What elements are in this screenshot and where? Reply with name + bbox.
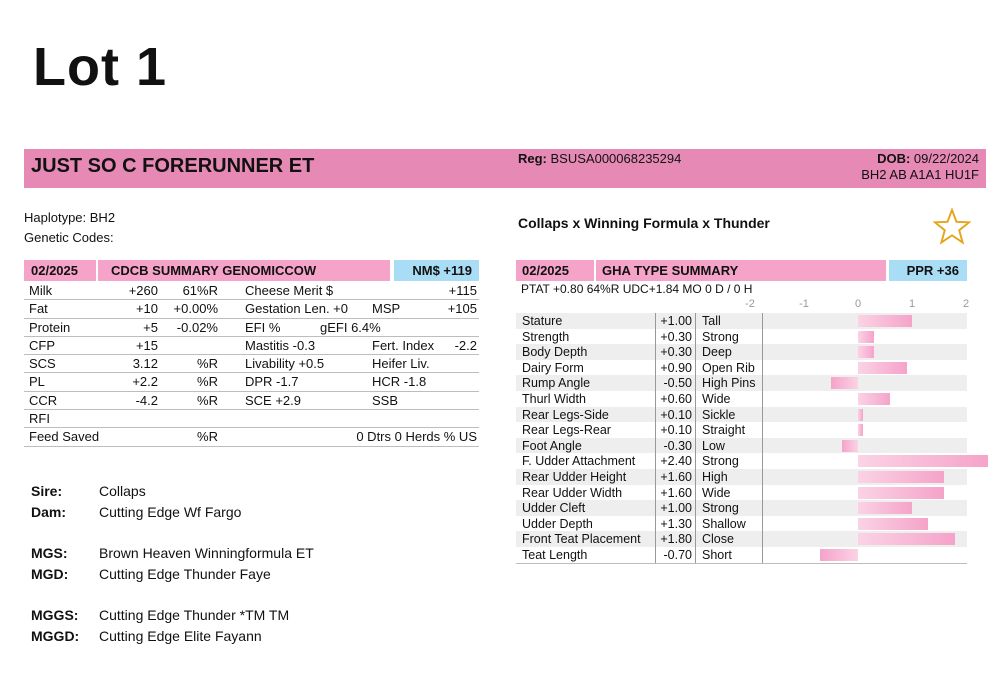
trait-name: Front Teat Placement [522, 532, 641, 547]
trait-bar [858, 502, 912, 514]
cdcb-cell: %R [197, 429, 218, 445]
cdcb-cell: 61%R [182, 283, 218, 298]
trait-value: +0.30 [660, 329, 692, 344]
type-trait-row [516, 329, 967, 345]
trait-desc: Tall [702, 314, 721, 328]
type-trait-row [516, 500, 967, 516]
pedigree-entry [31, 504, 241, 520]
trait-value: -0.70 [663, 547, 692, 562]
trait-desc: Strong [702, 454, 739, 469]
cdcb-row [24, 319, 479, 337]
type-trait-table [516, 297, 970, 563]
cdcb-cell: Heifer Liv. [372, 356, 430, 372]
pedigree-entry [31, 566, 271, 582]
registration [518, 151, 681, 166]
trait-bar [858, 533, 955, 545]
cdcb-cell: +2.2 [132, 374, 158, 390]
cdcb-cell: RFI [29, 411, 50, 427]
cdcb-cell: MSP [372, 301, 401, 317]
trait-name: Dairy Form [522, 360, 584, 375]
divider [516, 563, 967, 564]
pedigree-value: Cutting Edge Wf Fargo [99, 504, 242, 520]
trait-desc: High Pins [702, 376, 756, 391]
cdcb-cell: Cheese Merit $ [245, 283, 334, 298]
cdcb-row [24, 373, 479, 391]
cdcb-cell: %R [197, 374, 218, 390]
trait-bar [858, 471, 944, 483]
trait-name: Teat Length [522, 547, 588, 562]
trait-name: Udder Cleft [522, 501, 586, 516]
trait-name: Thurl Width [522, 391, 586, 406]
pedigree-value: Cutting Edge Thunder *TM TM [99, 607, 290, 623]
cdcb-cell: SCS [29, 356, 56, 372]
ptat-line: PTAT +0.80 64%R UDC+1.84 MO 0 D / 0 H [521, 282, 753, 296]
type-trait-row [516, 547, 967, 563]
cdcb-row [24, 282, 479, 300]
cdcb-cell: Milk [29, 283, 53, 298]
trait-desc: Open Rib [702, 360, 755, 375]
trait-desc: Strong [702, 329, 739, 344]
pedigree-entry [31, 483, 146, 499]
trait-value: +0.60 [660, 391, 692, 406]
cdcb-row [24, 355, 479, 373]
cdcb-cell: +260 [128, 283, 158, 298]
trait-value: +1.60 [660, 485, 692, 500]
type-trait-row [516, 422, 967, 438]
trait-name: F. Udder Attachment [522, 454, 636, 469]
trait-bar [858, 331, 874, 343]
cdcb-cell: EFI % [245, 319, 281, 335]
haplotype: Haplotype: BH2 [24, 210, 116, 225]
reg-label: Reg: [518, 151, 547, 166]
trait-name: Strength [522, 329, 570, 344]
type-trait-row [516, 469, 967, 485]
trait-desc: Short [702, 547, 732, 562]
pedigree-entry [31, 607, 289, 623]
cdcb-cell: Fert. Index [372, 337, 435, 353]
trait-desc: High [702, 469, 728, 484]
pedigree-entry [31, 628, 262, 644]
reg-number: BSUSA000068235294 [550, 151, 682, 166]
gha-date: 02/2025 [516, 260, 594, 281]
pedigree-entry [31, 545, 314, 561]
trait-value: +1.00 [660, 501, 692, 516]
divider [655, 313, 656, 563]
pedigree-line: Collaps x Winning Formula x Thunder [518, 215, 770, 231]
trait-bar [842, 440, 858, 452]
cdcb-cell: %R [197, 392, 218, 408]
trait-bar [858, 487, 944, 499]
cdcb-cell: HCR -1.8 [372, 374, 427, 390]
pedigree-value: Collaps [99, 483, 146, 499]
type-trait-row [516, 360, 967, 376]
ppr-badge: PPR +36 [889, 260, 967, 281]
trait-value: -0.50 [663, 376, 692, 391]
divider [762, 313, 763, 563]
cdcb-cell: CCR [29, 392, 58, 408]
dob-block [861, 151, 979, 183]
cdcb-date: 02/2025 [24, 260, 96, 281]
cdcb-cell: gEFI 6.4% [320, 319, 381, 335]
pedigree-label: MGGS: [31, 607, 79, 623]
trait-desc: Straight [702, 423, 746, 438]
scale-tick-label: -1 [799, 298, 809, 310]
cdcb-cell: Feed Saved [29, 429, 100, 445]
trait-desc: Low [702, 438, 725, 453]
lot-title: Lot 1 [33, 37, 167, 97]
trait-value: -0.30 [663, 438, 692, 453]
pedigree-label: MGD: [31, 566, 69, 582]
pedigree-value: Cutting Edge Elite Fayann [99, 628, 262, 644]
trait-value: +1.00 [660, 314, 692, 328]
cdcb-row [24, 428, 479, 446]
trait-value: +1.80 [660, 532, 692, 547]
type-trait-row [516, 344, 967, 360]
trait-desc: Wide [702, 391, 731, 406]
dob-value: 09/22/2024 [913, 151, 979, 166]
animal-name: JUST SO C FORERUNNER ET [31, 155, 315, 177]
trait-name: Foot Angle [522, 438, 582, 453]
trait-value: +0.30 [660, 345, 692, 360]
divider [695, 313, 696, 563]
trait-name: Body Depth [522, 345, 588, 360]
cdcb-cell: 3.12 [132, 356, 158, 372]
trait-name: Rear Legs-Rear [522, 423, 611, 438]
trait-bar [858, 424, 863, 436]
trait-bar [858, 362, 907, 374]
scale-tick-label: 1 [908, 298, 916, 310]
trait-value: +0.90 [660, 360, 692, 375]
cdcb-cell: +10 [135, 301, 158, 317]
nm-dollar-badge: NM$ +119 [394, 260, 479, 281]
trait-name: Udder Depth [522, 516, 593, 531]
cdcb-cell: -0.02% [176, 319, 218, 335]
trait-bar [858, 393, 890, 405]
pedigree-label: Dam: [31, 504, 67, 520]
trait-desc: Deep [702, 345, 732, 360]
trait-bar [820, 549, 858, 561]
animal-header-bar [24, 149, 986, 188]
scale-tick-label: -2 [745, 298, 755, 310]
cdcb-cell: +5 [143, 319, 158, 335]
type-trait-row [516, 516, 967, 532]
genetic-code-line: BH2 AB A1A1 HU1F [861, 167, 979, 182]
trait-desc: Close [702, 532, 734, 547]
trait-desc: Shallow [702, 516, 746, 531]
trait-bar [831, 377, 858, 389]
trait-value: +1.60 [660, 469, 692, 484]
scale-tick-label: 2 [962, 298, 970, 310]
cdcb-cell: Gestation Len. +0 [245, 301, 348, 317]
type-trait-row [516, 485, 967, 501]
pedigree-label: Sire: [31, 483, 63, 499]
star-outline-icon [933, 208, 971, 246]
type-trait-row [516, 375, 967, 391]
trait-desc: Strong [702, 501, 739, 516]
trait-value: +2.40 [660, 454, 692, 469]
scale-tick-label: 0 [854, 298, 862, 310]
trait-name: Rear Legs-Side [522, 407, 609, 422]
cdcb-row [24, 410, 479, 428]
trait-name: Rear Udder Height [522, 469, 627, 484]
cdcb-row [24, 300, 479, 318]
cdcb-cell: CFP [29, 337, 55, 353]
trait-bar [858, 518, 928, 530]
cdcb-cell: Protein [29, 319, 71, 335]
cdcb-row [24, 337, 479, 355]
cdcb-cell: Livability +0.5 [245, 356, 325, 372]
cdcb-cell: DPR -1.7 [245, 374, 299, 390]
genetic-codes: Genetic Codes: [24, 230, 114, 245]
cdcb-cell: %R [197, 356, 218, 372]
trait-bar [858, 315, 912, 327]
cdcb-cell: +15 [135, 337, 158, 353]
trait-value: +1.30 [660, 516, 692, 531]
pedigree-value: Cutting Edge Thunder Faye [99, 566, 271, 582]
type-trait-row [516, 453, 967, 469]
cdcb-cell: +115 [448, 283, 477, 298]
pedigree-label: MGGD: [31, 628, 80, 644]
cdcb-cell: SCE +2.9 [245, 392, 302, 408]
type-trait-row [516, 438, 967, 454]
trait-value: +0.10 [660, 407, 692, 422]
cdcb-row [24, 392, 479, 410]
cdcb-cell: -2.2 [454, 337, 477, 353]
gha-title: GHA TYPE SUMMARY [596, 260, 886, 281]
trait-bar [858, 346, 874, 358]
cdcb-cell: Fat [29, 301, 48, 317]
pedigree-value: Brown Heaven Winningformula ET [99, 545, 314, 561]
cdcb-table [24, 282, 479, 447]
cdcb-cell: 0 Dtrs 0 Herds % US [356, 429, 477, 445]
scale-row [516, 297, 970, 313]
type-trait-row [516, 313, 967, 329]
cdcb-cell: -4.2 [135, 392, 158, 408]
trait-desc: Sickle [702, 407, 736, 422]
type-trait-row [516, 391, 967, 407]
cdcb-cell: +105 [447, 301, 477, 317]
trait-bar [858, 455, 988, 467]
trait-value: +0.10 [660, 423, 692, 438]
cdcb-cell: Mastitis -0.3 [245, 337, 316, 353]
cdcb-cell: SSB [372, 392, 399, 408]
type-trait-row [516, 531, 967, 547]
trait-name: Rump Angle [522, 376, 591, 391]
trait-desc: Wide [702, 485, 731, 500]
cdcb-title: CDCB SUMMARY GENOMICCOW [98, 260, 390, 281]
trait-bar [858, 409, 863, 421]
cdcb-cell: +0.00% [173, 301, 218, 317]
trait-name: Rear Udder Width [522, 485, 623, 500]
dob-label: DOB: [877, 151, 911, 166]
trait-name: Stature [522, 314, 563, 328]
cdcb-cell: PL [29, 374, 45, 390]
type-trait-row [516, 407, 967, 423]
pedigree-label: MGS: [31, 545, 68, 561]
